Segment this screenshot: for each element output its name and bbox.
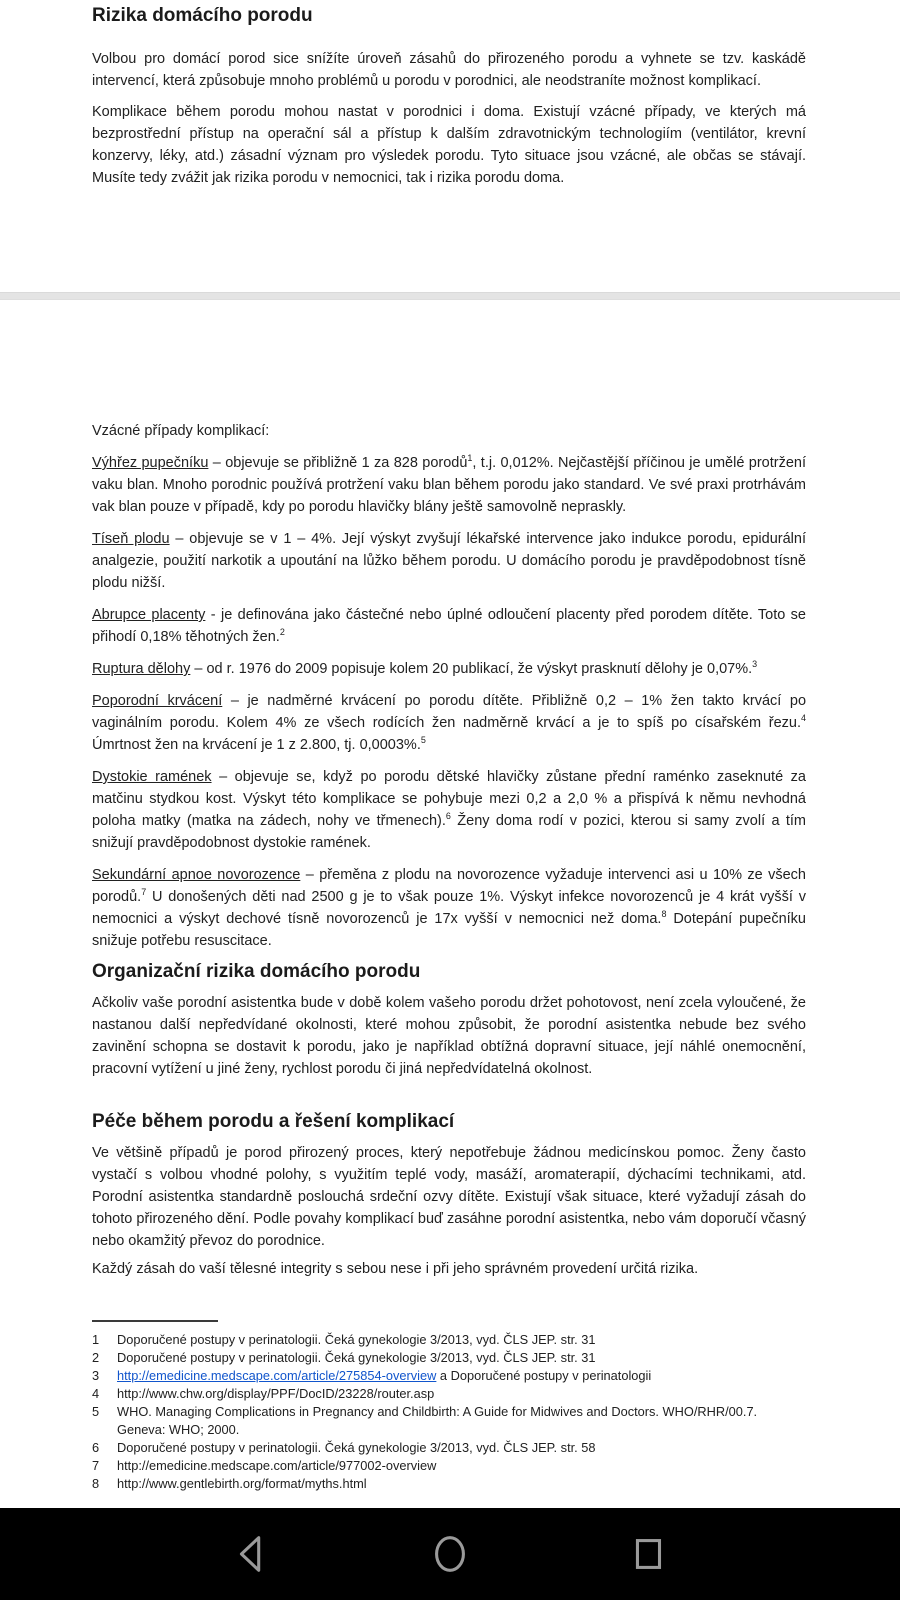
complication-item	[92, 864, 806, 952]
complication-item	[92, 604, 806, 648]
footnote-number: 3	[92, 1368, 100, 1383]
complication-term: Dystokie ramének	[92, 769, 212, 785]
complication-text: – od r. 1976 do 2009 popisuje kolem 20 publikací, že výskyt prasknutí dělohy je 0,07%.	[190, 661, 753, 677]
footnote-ref: 4	[800, 713, 806, 724]
back-button[interactable]	[228, 1530, 276, 1578]
footnote-item	[92, 1385, 806, 1403]
complication-term: Výhřez pupečníku	[92, 455, 209, 471]
complication-item	[92, 690, 806, 756]
intro-paragraph: Volbou pro domácí porod sice snížíte úroveň zásahů do přirozeného porodu a vyhnete se tzv. kaskádě intervencí, která způsobuje mnoho problémů u porodu v porodnici, ale neodstraníte možnost komplikací.	[92, 51, 806, 89]
footnote-item	[92, 1475, 806, 1493]
complications-heading: Vzácné případy komplikací:	[92, 423, 270, 439]
home-icon	[427, 1531, 473, 1577]
footnote-text: Doporučené postupy v perinatologii. Čeká gynekologie 3/2013, vyd. ČLS JEP. str. 31	[117, 1350, 596, 1365]
footnote-ref: 2	[279, 627, 285, 638]
complication-text: Úmrtnost žen na krvácení je 1 z 2.800, tj. 0,0003%.	[92, 737, 421, 753]
footnote-ref: 7	[141, 887, 147, 898]
complication-term: Sekundární apnoe novorozence	[92, 867, 301, 883]
footnote-number: 5	[92, 1404, 100, 1419]
complication-text: – objevuje se, když po porodu dětské hlavičky zůstane přední raménko zaseknuté za matčinu stydkou kost. Výskyt této komplikace se pohybuje mezi 0,2 a 2,0 % a přispívá k němu nevhodná poloha matky (matka na zádech, nohy ve třmenech).	[92, 769, 806, 829]
complication-text: – je nadměrné krvácení po porodu dítěte. Přibližně 0,2 – 1% žen takto krvácí po vaginálním porodu. Kolem 4% ze všech rodících žen nadměrně krvácí a je to spíš po císařském řezu.	[92, 693, 807, 731]
footnote-separator	[92, 1320, 218, 1322]
footnote-item	[92, 1331, 806, 1349]
page-break-separator	[0, 292, 900, 300]
footnote-text: Doporučené postupy v perinatologii. Čeká gynekologie 3/2013, vyd. ČLS JEP. str. 31	[117, 1332, 596, 1347]
complication-term: Poporodní krvácení	[92, 693, 223, 709]
android-nav-bar	[0, 1508, 900, 1600]
intro-paragraph: Komplikace během porodu mohou nastat v porodnici i doma. Existují vzácné případy, ve kterých má bezprostřední přístup na operační sál a přístup k dalším zdravotnickým technologiím (ventilátor, krevní konzervy, léky, atd.) zásadní význam pro výsledek porodu. Tyto situace jsou vzácné, ale občas se stávají. Musíte tedy zvážit jak rizika porodu v nemocnici, tak i rizika porodu doma.	[92, 104, 806, 186]
footnote-item	[92, 1403, 806, 1439]
home-button[interactable]	[426, 1530, 474, 1578]
footnote-ref: 5	[420, 735, 426, 746]
footnote-number: 6	[92, 1440, 100, 1455]
complication-text: – objevuje se přibližně 1 za 828 porodů	[208, 455, 468, 471]
complication-term: Abrupce placenty	[92, 607, 206, 623]
complication-text: – přeměna z plodu na novorozence vyžaduje intervenci asi u 10% ze všech porodů.	[92, 867, 806, 905]
footnote-text: WHO. Managing Complications in Pregnancy and Childbirth: A Guide for Midwives and Doctors. WHO/RHR/00.7. Geneva: WHO; 2000.	[117, 1404, 758, 1437]
footnote-text: Doporučené postupy v perinatologii. Čeká gynekologie 3/2013, vyd. ČLS JEP. str. 58	[117, 1440, 596, 1455]
footnote-number: 2	[92, 1350, 100, 1365]
complication-item	[92, 658, 806, 680]
section-heading: Péče během porodu a řešení komplikací	[92, 1111, 455, 1132]
back-icon	[229, 1531, 275, 1577]
footnote-text: http://emedicine.medscape.com/article/977002-overview	[117, 1458, 437, 1473]
footnote-ref: 6	[445, 811, 451, 822]
complication-text: U donošených děti nad 2500 g je to však pouze 1%. Výskyt infekce novorozenců je 4 krát vyšší v nemocnici a výskyt dechové tísně novorozenců je 17x vyšší v nemocnici než doma.	[92, 889, 806, 927]
intro-section	[92, 4, 806, 189]
closing-section	[92, 1258, 806, 1280]
footnote-ref: 8	[661, 909, 667, 920]
complications-section	[92, 420, 806, 952]
complication-text: , t.j. 0,012%. Nejčastější příčinou je umělé protržení vaku blan. Mnoho porodnic používá protržení vaku blan během porodu jako standard. Ve své praxi protrhávám vak blan pouze v případě, kdy po porodu hlavičky blány ještě samovolně nepraskly.	[92, 455, 806, 515]
recents-button[interactable]	[624, 1530, 672, 1578]
footnote-item	[92, 1457, 806, 1475]
footnote-number: 8	[92, 1476, 100, 1491]
complication-term: Tíseň plodu	[92, 531, 170, 547]
footnote-ref: 1	[467, 453, 473, 464]
complication-text: - je definována jako částečné nebo úplné odloučení placenty před porodem dítěte. Toto se přihodí 0,18% těhotných žen.	[92, 607, 806, 645]
footnote-number: 4	[92, 1386, 100, 1401]
complication-text: – objevuje se v 1 – 4%. Její výskyt zvyšují lékařské intervence jako indukce porodu, epidurální analgezie, použití narkotik a upoutání na lůžko během porodu. U domácího porodu je pravděpodobnost tísně plodu nižší.	[92, 531, 806, 591]
complication-term: Ruptura dělohy	[92, 661, 191, 677]
footnote-item	[92, 1439, 806, 1457]
footnote-ref: 3	[752, 659, 758, 670]
complication-item	[92, 766, 806, 854]
complication-text: Ženy doma rodí v pozici, kterou si samy zvolí a tím snižují pravděpodobnost dystokie ramének.	[92, 813, 806, 851]
page-title: Rizika domácího porodu	[92, 5, 313, 26]
section-heading: Organizační rizika domácího porodu	[92, 961, 421, 982]
footnote-text: http://www.chw.org/display/PPF/DocID/23228/router.asp	[117, 1386, 435, 1401]
footnote-text: a Doporučené postupy v perinatologii	[436, 1368, 652, 1383]
footnote-text: http://www.gentlebirth.org/format/myths.html	[117, 1476, 367, 1491]
section-paragraph: Ve většině případů je porod přirozený proces, který nepotřebuje žádnou medicínskou pomoc. Ženy často vystačí s volbou vhodné polohy, s využitím teplé vody, masáží, aromaterapií, dýchacími technikami, atd. Porodní asistentka standardně poslouchá srdeční ozvy dítěte. Existují však situace, které vyžadují zásah do tohoto přirozeného dění. Podle povahy komplikací buď zasáhne porodní asistentka, nebo vám doporučí včasný nebo okamžitý převoz do porodnice.	[92, 1145, 806, 1249]
footnotes-section	[92, 1320, 806, 1493]
org-risks-section	[92, 960, 806, 1080]
footnote-number: 1	[92, 1332, 100, 1347]
care-section	[92, 1110, 806, 1252]
complication-item	[92, 452, 806, 518]
footnote-link[interactable]: http://emedicine.medscape.com/article/275854-overview	[117, 1368, 437, 1383]
recents-icon	[625, 1531, 671, 1577]
complication-item	[92, 528, 806, 594]
footnote-number: 7	[92, 1458, 100, 1473]
complication-text: Dotepání pupečníku snižuje potřebu resuscitace.	[92, 911, 806, 949]
closing-paragraph: Každý zásah do vaší tělesné integrity s sebou nese i při jeho správném provedení určitá rizika.	[92, 1261, 699, 1277]
footnote-item	[92, 1349, 806, 1367]
section-paragraph: Ačkoliv vaše porodní asistentka bude v době kolem vašeho porodu držet pohotovost, není zcela vyloučené, že nastanou další nepředvídané okolnosti, které mohou způsobit, že porodní asistentka nebude bez svého zavinění schopna se dostavit k porodu, jako je například obtížná dopravní situace, její náhlé onemocnění, pracovní vytížení u jiné ženy, rychlost porodu či jiná nepředvídatelná okolnost.	[92, 995, 806, 1077]
footnote-item	[92, 1367, 806, 1385]
